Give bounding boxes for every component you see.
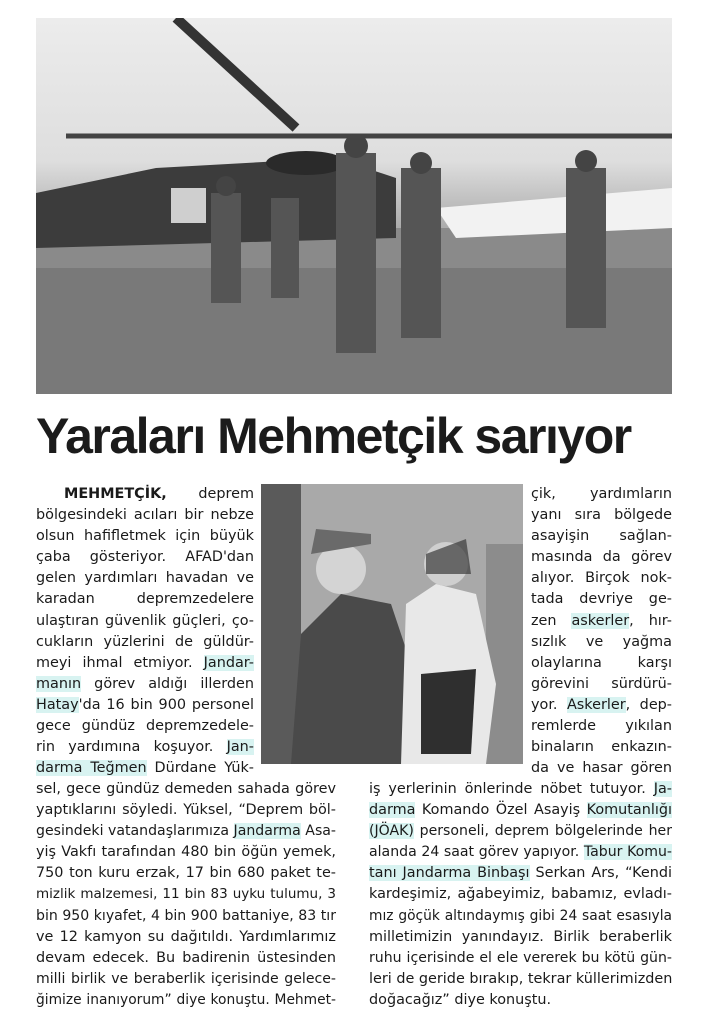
text-run: ulaştıran güvenlik güçleri, ço- — [36, 612, 254, 629]
lead-word: MEHMETÇİK, — [64, 486, 167, 502]
text-run: , hır- — [629, 612, 672, 629]
text-run: Asa- — [300, 823, 336, 840]
highlighted-text: Hatay — [36, 696, 79, 713]
text-line — [369, 800, 672, 821]
text-run: deprem — [166, 486, 254, 502]
highlighted-text: manın — [36, 675, 82, 692]
text-line — [36, 969, 336, 990]
text-run: ve 12 kamyon su dağıtıldı. Yardımlarımız — [36, 928, 336, 945]
text-run: remlerde yıkılan — [531, 718, 672, 735]
text-line — [369, 821, 672, 842]
highlighted-text: Tabur Komu- — [583, 844, 672, 861]
text-line — [369, 927, 672, 948]
highlighted-text: Jandarma — [233, 823, 301, 840]
text-line — [369, 969, 672, 990]
text-run: gesindeki vatandaşlarımıza — [36, 823, 234, 840]
text-run: cukların yüzlerini de güldür- — [36, 633, 254, 650]
highlighted-text: Jandar- — [203, 654, 254, 671]
text-run: sel, gece gündüz demeden sahada görev — [36, 781, 336, 797]
text-line — [531, 653, 672, 674]
text-line — [531, 505, 672, 526]
text-line — [36, 758, 254, 779]
text-run: Komando Özel Asayiş — [415, 802, 587, 819]
text-run: görevini sürdürü- — [531, 675, 672, 692]
text-line — [36, 948, 336, 969]
text-run: ğimize inanıyorum” diye konuştu. Mehmet- — [36, 991, 336, 1008]
text-line — [36, 842, 336, 863]
text-run: binaların enkazın- — [531, 739, 672, 756]
text-run: 750 ton kuru erzak, 17 bin 680 paket te- — [36, 865, 336, 882]
text-run: mız göçük altındaymış gibi 24 saat esasıyla — [369, 907, 672, 924]
text-run: milletimizin yanındayız. Birlik beraberlik — [369, 928, 672, 945]
text-run: , dep- — [625, 696, 672, 713]
helicopter-soldiers-photo — [36, 18, 672, 394]
highlighted-text: Askerler — [566, 696, 626, 713]
text-line — [36, 779, 336, 800]
text-line — [36, 484, 254, 505]
right-column — [531, 484, 672, 779]
text-line — [531, 589, 672, 610]
text-run: iş yerlerinin önlerinde nöbet tutuyor. — [369, 781, 654, 797]
text-line — [531, 716, 672, 737]
text-run: çaba gösteriyor. AFAD'dan — [36, 549, 254, 566]
text-run: ruhu içerisinde el ele vererek bu kötü gün- — [369, 949, 672, 966]
text-line — [531, 484, 672, 505]
text-line — [369, 990, 672, 1011]
text-line — [36, 589, 254, 610]
text-line — [531, 526, 672, 547]
text-line — [36, 990, 336, 1011]
headline: Yaraları Mehmetçik sarıyor — [36, 408, 631, 464]
text-run: yaptıklarını söyledi. Yüksel, “Deprem böl- — [36, 802, 336, 819]
text-line — [36, 568, 254, 589]
text-line — [36, 695, 254, 716]
text-line — [369, 842, 672, 863]
text-line — [36, 547, 254, 568]
text-run: olsun hafifletmek için büyük — [36, 528, 254, 545]
left-column — [36, 484, 254, 779]
text-run: zen — [531, 612, 572, 629]
highlighted-text: Jan- — [226, 739, 254, 756]
text-line — [531, 758, 672, 779]
text-run: kardeşimiz, ağabeyimiz, babamız, evladı- — [369, 886, 672, 903]
text-run: doğacağız” diye konuştu. — [369, 991, 552, 1008]
text-run: meyi ihmal etmiyor. — [36, 654, 204, 671]
text-run: tada devriye ge- — [531, 591, 672, 608]
text-line — [531, 674, 672, 695]
text-run: gelen yardımları havadan ve — [36, 570, 254, 587]
text-line — [36, 884, 336, 905]
text-run: yiş Vakfı tarafından 480 bin öğün yemek, — [36, 844, 336, 861]
text-run: bin 950 kıyafet, 4 bin 900 battaniye, 83 tır — [36, 907, 336, 924]
text-line — [531, 695, 672, 716]
text-line — [36, 716, 254, 737]
text-run: bölgesindeki acıları bir nebze — [36, 507, 254, 524]
text-run: Serkan Ars, “Kendi — [529, 865, 672, 882]
text-line — [36, 821, 336, 842]
text-line — [36, 526, 254, 547]
text-run: devam edecek. Bu badirenin üstesinden — [36, 949, 336, 966]
text-line — [36, 906, 336, 927]
text-run: sızlık ve yağma — [531, 633, 672, 650]
text-run: rin yardımına koşuyor. — [36, 739, 227, 756]
text-run: karadan depremzedelere — [36, 591, 254, 608]
text-run: alıyor. Birçok nok- — [531, 570, 672, 587]
text-line — [369, 948, 672, 969]
text-run: Dürdane Yük- — [146, 760, 254, 777]
text-line — [36, 611, 254, 632]
text-line — [531, 568, 672, 589]
text-run: da ve hasar gören — [531, 760, 672, 777]
highlighted-text: Komutanlığı — [586, 802, 672, 819]
text-line — [36, 927, 336, 948]
highlighted-text: askerler — [571, 612, 630, 629]
bottom-left-column — [36, 779, 336, 1011]
text-line — [36, 737, 254, 758]
highlighted-text: (JÖAK) — [369, 823, 414, 840]
text-run: masında da görev — [531, 549, 672, 566]
soldier-child-photo — [261, 484, 523, 764]
text-line — [36, 505, 254, 526]
text-line — [36, 653, 254, 674]
text-run: olaylarına karşı — [531, 654, 672, 671]
text-run: gece gündüz depremzedele- — [36, 718, 254, 735]
text-line — [36, 632, 254, 653]
text-run: milli birlik ve beraberlik içerisinde gelece- — [36, 970, 336, 987]
text-line — [369, 863, 672, 884]
highlighted-text: darma Teğmen — [36, 760, 147, 777]
text-run: çik, yardımların — [531, 486, 672, 502]
bottom-right-column — [369, 779, 672, 1011]
text-line — [531, 547, 672, 568]
text-line — [369, 779, 672, 800]
text-run: personeli, deprem bölgelerinde her — [413, 823, 672, 840]
text-run: yanı sıra bölgede — [531, 507, 672, 524]
text-run: asayişin sağlan- — [531, 528, 672, 545]
text-run: görev aldığı illerden — [81, 675, 254, 692]
text-line — [369, 906, 672, 927]
text-line — [36, 863, 336, 884]
text-run: mizlik malzemesi, 11 bin 83 uyku tulumu, 3 — [36, 886, 336, 903]
text-run: yor. — [531, 696, 567, 713]
text-line — [369, 884, 672, 905]
highlighted-text: Ja- — [653, 781, 672, 797]
highlighted-text: tanı Jandarma Binbaşı — [369, 865, 530, 882]
text-line — [531, 611, 672, 632]
text-line — [36, 800, 336, 821]
text-line — [36, 674, 254, 695]
text-run: leri de geride bırakıp, tekrar küllerimizden — [369, 970, 672, 987]
text-run: 'da 16 bin 900 personel — [78, 696, 254, 713]
highlighted-text: darma — [369, 802, 416, 819]
text-line — [531, 737, 672, 758]
text-line — [531, 632, 672, 653]
text-run: alanda 24 saat görev yapıyor. — [369, 844, 584, 861]
